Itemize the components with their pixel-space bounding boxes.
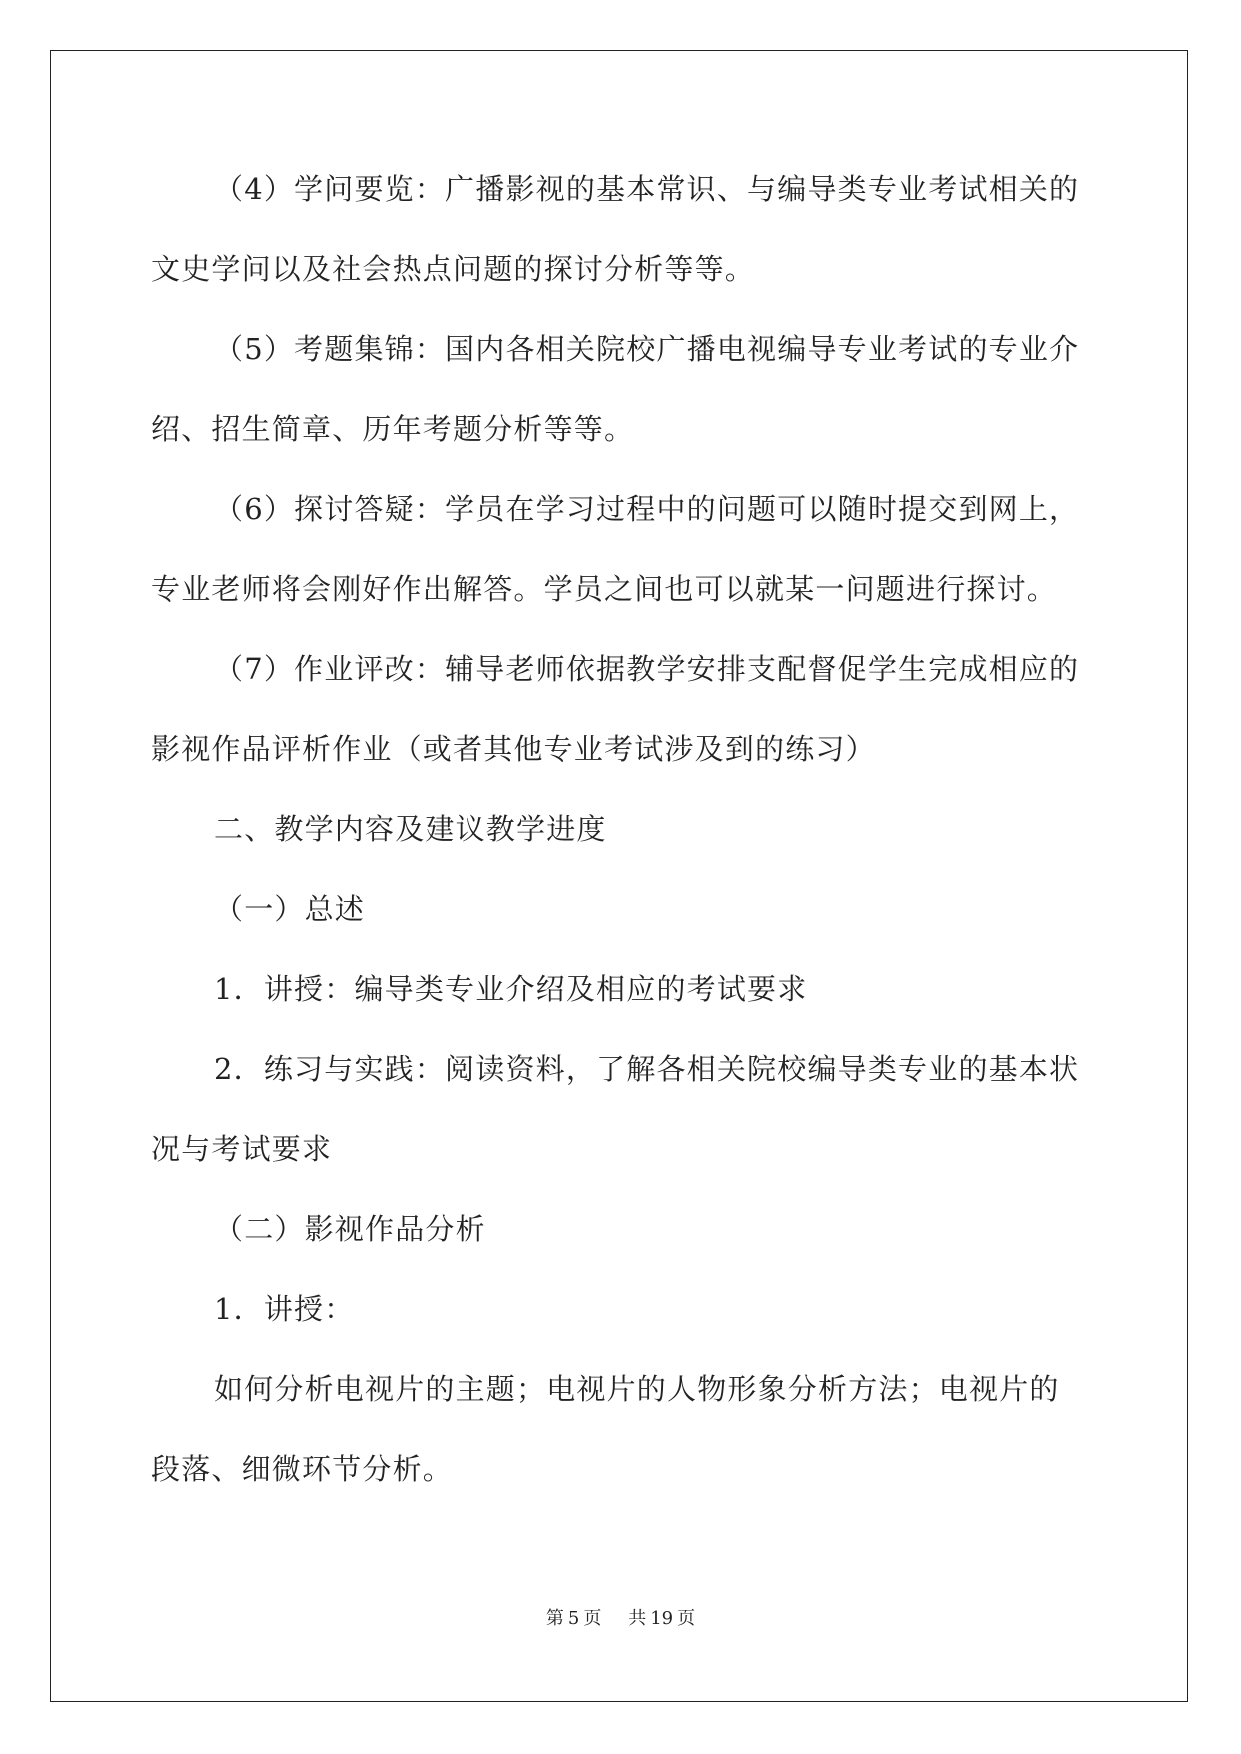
paragraph-line: （4）学问要览：广播影视的基本常识、与编导类专业考试相关的	[214, 172, 1080, 206]
subsection-heading: （二）影视作品分析	[214, 1212, 486, 1246]
paragraph-line: （6）探讨答疑：学员在学习过程中的问题可以随时提交到网上，	[214, 492, 1080, 526]
section-heading: 二、教学内容及建议教学进度	[214, 812, 607, 846]
page-label-suffix: 页	[583, 1608, 602, 1629]
paragraph-line: 1．讲授：编导类专业介绍及相应的考试要求	[214, 972, 808, 1006]
paragraph-line: （5）考题集锦：国内各相关院校广播电视编导专业考试的专业介	[214, 332, 1080, 366]
paragraph-line: 况与考试要求	[151, 1132, 333, 1166]
paragraph-line: 1．讲授：	[214, 1292, 355, 1326]
paragraph-line: 段落、细微环节分析。	[151, 1452, 454, 1486]
paragraph-line: 影视作品评析作业（或者其他专业考试涉及到的练习）	[151, 732, 876, 766]
paragraph-line: 如何分析电视片的主题；电视片的人物形象分析方法；电视片的	[214, 1372, 1060, 1406]
paragraph-line: 绍、招生简章、历年考题分析等等。	[151, 412, 635, 446]
page-label-prefix: 第	[545, 1608, 564, 1629]
paragraph-line: 文史学问以及社会热点问题的探讨分析等等。	[151, 252, 756, 286]
total-suffix: 页	[677, 1608, 696, 1629]
paragraph-line: 专业老师将会刚好作出解答。学员之间也可以就某一问题进行探讨。	[151, 572, 1058, 606]
page-number: 5	[567, 1608, 580, 1629]
total-prefix: 共	[628, 1608, 647, 1629]
paragraph-line: （7）作业评改：辅导老师依据教学安排支配督促学生完成相应的	[214, 652, 1080, 686]
total-pages: 19	[650, 1608, 674, 1629]
subsection-heading: （一）总述	[214, 892, 366, 926]
paragraph-line: 2．练习与实践：阅读资料，了解各相关院校编导类专业的基本状	[214, 1052, 1080, 1086]
page-footer	[0, 1604, 1241, 1630]
